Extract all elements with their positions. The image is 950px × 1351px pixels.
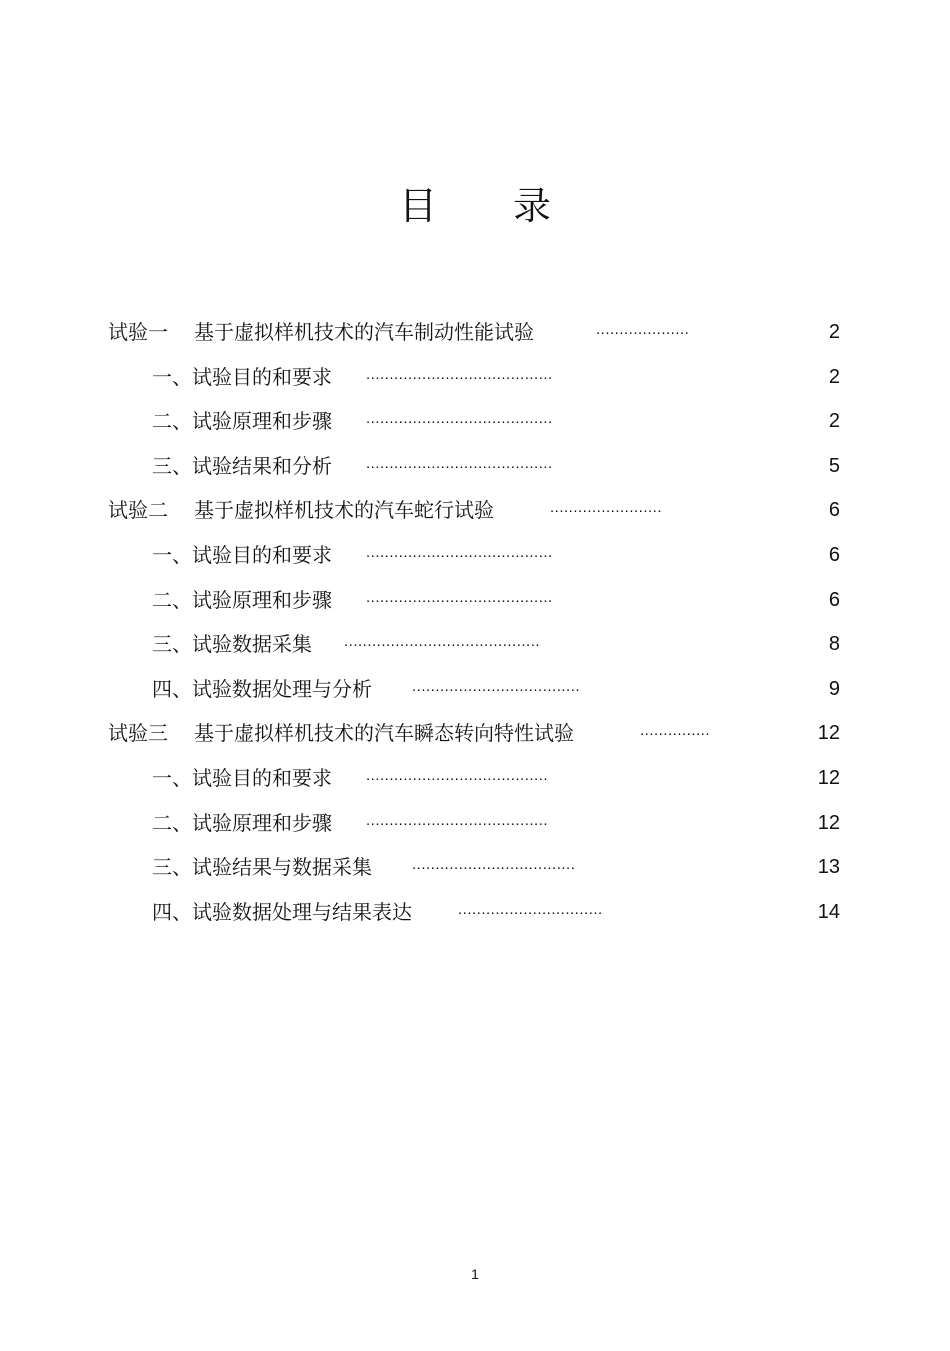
- toc-page-number: 6: [828, 588, 840, 611]
- toc-leader-dots: ........................................: [366, 454, 553, 472]
- table-of-contents: [0, 310, 950, 934]
- toc-leader-dots: ........................................: [366, 365, 553, 383]
- toc-entry-1-1[interactable]: [0, 355, 950, 400]
- toc-entry-title: 一、试验目的和要求: [152, 542, 332, 567]
- toc-entry-2-2[interactable]: [0, 578, 950, 623]
- toc-entry-title: 三、试验结果和分析: [152, 453, 332, 478]
- toc-leader-dots: ........................................: [366, 588, 553, 606]
- toc-entry-experiment-2[interactable]: [0, 488, 950, 533]
- toc-entry-2-1[interactable]: [0, 533, 950, 578]
- toc-leader-dots: ....................: [596, 321, 690, 338]
- toc-page-number: 14: [817, 900, 840, 923]
- toc-page-number: 12: [817, 722, 840, 745]
- toc-page-number: 2: [828, 365, 840, 388]
- toc-entry-prefix: 试验二: [108, 498, 168, 523]
- toc-page-number: 6: [828, 543, 840, 566]
- toc-entry-experiment-3[interactable]: [0, 711, 950, 756]
- toc-leader-dots: ....................................: [412, 677, 581, 695]
- toc-entry-prefix: 试验一: [108, 320, 168, 344]
- toc-entry-experiment-1[interactable]: [0, 310, 950, 355]
- page-number: 1: [471, 1266, 479, 1282]
- toc-entry-1-2[interactable]: [0, 399, 950, 444]
- toc-leader-dots: .......................................: [366, 811, 549, 829]
- toc-page-number: 12: [817, 766, 840, 789]
- toc-entry-title: 一、试验目的和要求: [152, 765, 332, 790]
- toc-entry-2-4[interactable]: [0, 667, 950, 712]
- toc-leader-dots: ........................................: [366, 543, 553, 561]
- toc-entry-title: 三、试验数据采集: [152, 632, 312, 657]
- toc-leader-dots: ..........................................: [344, 633, 541, 651]
- toc-entry-3-1[interactable]: [0, 756, 950, 801]
- page-title: [0, 182, 950, 230]
- toc-entry-3-3[interactable]: [0, 845, 950, 890]
- toc-entry-3-4[interactable]: [0, 890, 950, 935]
- toc-entry-title: 二、试验原理和步骤: [152, 587, 332, 612]
- toc-entry-title: 基于虚拟样机技术的汽车蛇行试验: [194, 498, 494, 523]
- toc-entry-title: 一、试验目的和要求: [152, 364, 332, 389]
- toc-entry-label: [108, 310, 534, 354]
- toc-entry-title: 二、试验原理和步骤: [152, 409, 332, 434]
- toc-entry-title: 基于虚拟样机技术的汽车瞬态转向特性试验: [194, 721, 574, 746]
- title-char-2: 录: [513, 184, 552, 228]
- toc-entry-title: 三、试验结果与数据采集: [152, 855, 372, 880]
- toc-page-number: 12: [817, 811, 840, 834]
- toc-leader-dots: ...................................: [412, 856, 576, 874]
- toc-entry-label: [108, 711, 574, 755]
- toc-leader-dots: .......................................: [366, 766, 549, 784]
- toc-entry-title: 二、试验原理和步骤: [152, 810, 332, 835]
- toc-page-number: 2: [828, 321, 840, 343]
- toc-entry-title: 四、试验数据处理与分析: [152, 676, 372, 701]
- title-char-1: 目: [398, 184, 437, 228]
- toc-entry-2-3[interactable]: [0, 622, 950, 667]
- toc-leader-dots: ...............: [640, 722, 711, 740]
- toc-page-number: 8: [828, 633, 840, 656]
- toc-entry-prefix: 试验三: [108, 721, 168, 746]
- toc-page-number: 13: [817, 856, 840, 879]
- toc-leader-dots: ........................................: [366, 410, 553, 428]
- toc-entry-3-2[interactable]: [0, 801, 950, 846]
- toc-page-number: 9: [828, 677, 840, 700]
- toc-entry-title: 基于虚拟样机技术的汽车制动性能试验: [194, 320, 534, 344]
- toc-page-number: 5: [828, 454, 840, 477]
- toc-leader-dots: ...............................: [458, 900, 603, 918]
- toc-leader-dots: ........................: [550, 499, 663, 517]
- toc-entry-title: 四、试验数据处理与结果表达: [152, 899, 412, 924]
- toc-page-number: 2: [828, 410, 840, 433]
- toc-entry-1-3[interactable]: [0, 444, 950, 489]
- toc-page-number: 6: [828, 499, 840, 522]
- toc-entry-label: [108, 488, 494, 532]
